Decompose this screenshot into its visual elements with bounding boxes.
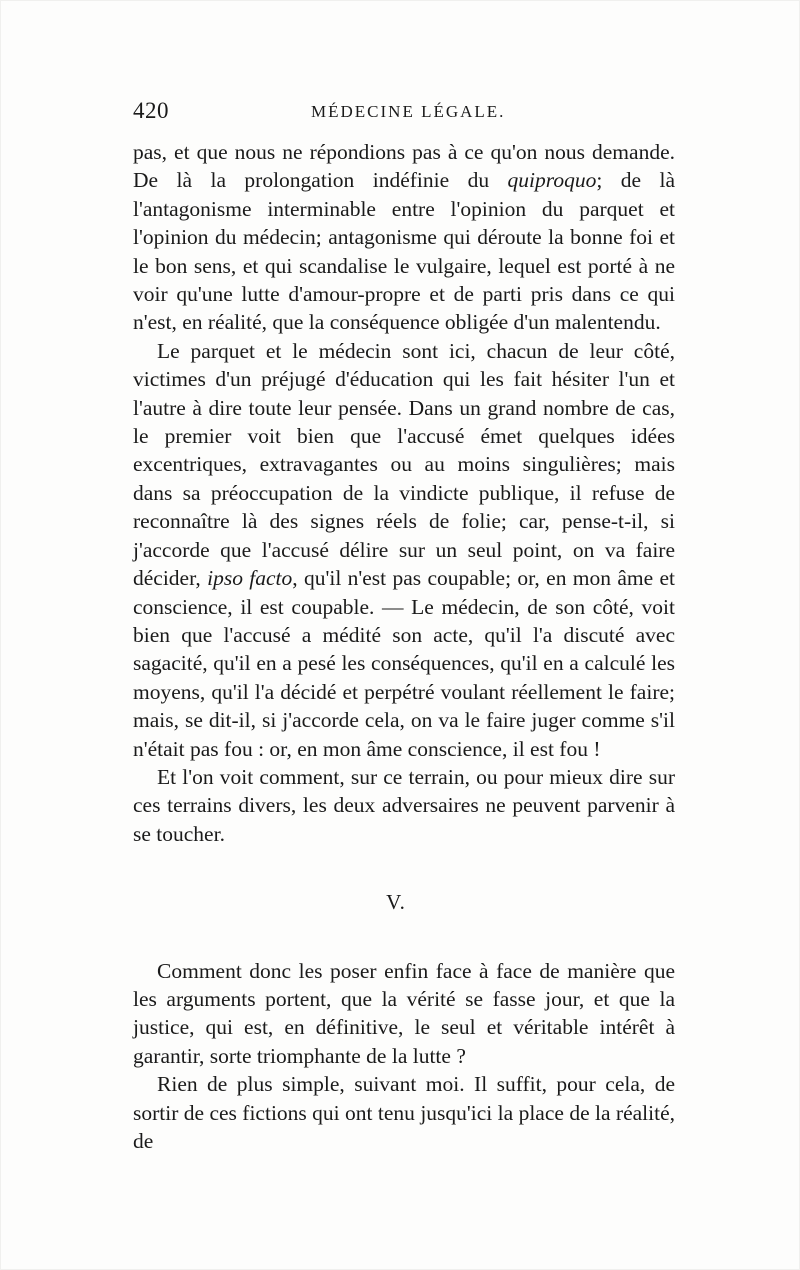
paragraph-text: Comment donc les poser enfin face à face de manière que les arguments portent, que la vérité se fasse jour, et que la justice, qui est, en définitive, le seul et véritable intérêt à garantir, sorte triomphante de la lutte ? (133, 958, 675, 1068)
paragraph (133, 138, 675, 337)
body-text (133, 138, 675, 1155)
section-number: V. (386, 890, 406, 915)
paragraph (133, 763, 675, 848)
paragraphs-before-section (133, 138, 675, 848)
paragraph-text: Rien de plus simple, suivant moi. Il suffit, pour cela, de sortir de ces fictions qui ont tenu jusqu'ici la place de la réalité, de (133, 1072, 675, 1153)
page-number: 420 (133, 98, 169, 123)
italic-text: quiproquo (507, 168, 597, 193)
paragraph-text: , qu'il n'est pas coupable; or, en mon âme et conscience, il est coupable. — Le médecin, de son côté, voit bien que l'accusé a médité son acte, qu'il l'a discuté avec sagacité, qu'il en a pesé les conséquences, qu'il en a calculé les moyens, qu'il l'a décidé et perpétré voulant réellement le faire; mais, se dit-il, si j'accorde cela, on va le faire juger comme s'il n'était pas fou : or, en mon âme conscience, il est fou ! (133, 566, 675, 761)
running-title: MÉDECINE LÉGALE. (311, 102, 506, 121)
paragraph (133, 957, 675, 1071)
paragraph (133, 1070, 675, 1155)
paragraph-text: ; de là l'antagonisme interminable entre l'opinion du parquet et l'opinion du médecin; antagonisme qui déroute la bonne foi et le bon sens, et qui scandalise le vulgaire, lequel est porté à ne voir qu'une lutte d'amour-propre et de parti pris dans ce qui n'est, en réalité, que la conséquence obligée d'un malentendu. (133, 168, 675, 335)
paragraphs-after-section (133, 957, 675, 1156)
paragraph-text: pas, et que nous ne répondions pas à ce qu'on nous demande. De là la prolongation indéfinie du (133, 140, 675, 193)
page-header (133, 96, 675, 130)
paragraph-text: Le parquet et le médecin sont ici, chacun de leur côté, victimes d'un préjugé d'éducation qui les fait hésiter l'un et l'autre à dire toute leur pensée. Dans un grand nombre de cas, le premier voit bien que l'accusé émet quelques idées excentriques, extravagantes ou au moins singulières; mais dans sa préoccupation de la vindicte publique, il refuse de reconnaître là des signes réels de folie; car, pense-t-il, si j'accorde que l'accusé délire sur un seul point, on va faire décider, (133, 338, 675, 591)
paragraph-text: Et l'on voit comment, sur ce terrain, ou pour mieux dire sur ces terrains divers, les deux adversaires ne peuvent parvenir à se toucher. (133, 764, 675, 846)
paragraph (133, 337, 675, 763)
italic-text: ipso facto (207, 566, 293, 591)
